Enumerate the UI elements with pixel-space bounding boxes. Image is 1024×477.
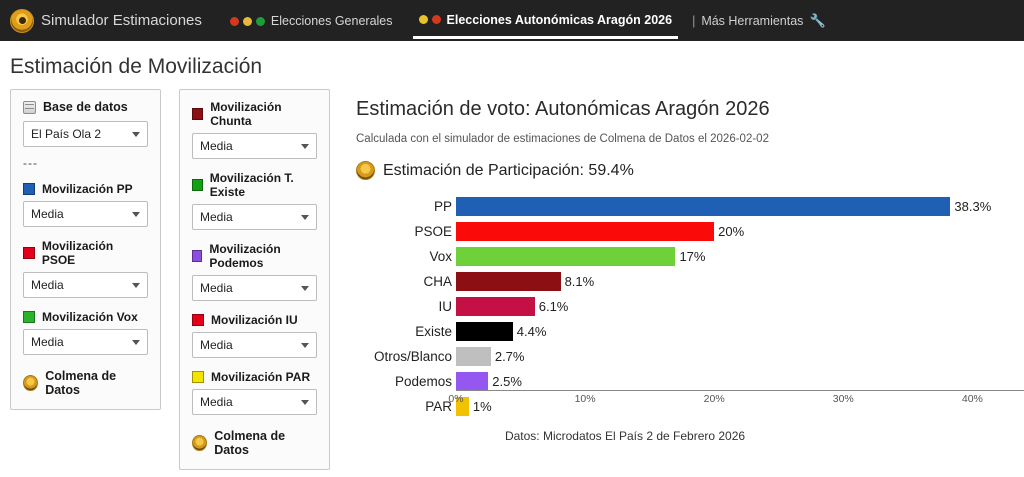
database-select-wrap	[23, 121, 148, 147]
bar-category-label: Podemos	[394, 374, 452, 389]
panel-base-de-datos	[10, 89, 161, 410]
select-wrap-podemos	[192, 275, 317, 301]
content-area	[0, 89, 1024, 470]
label-movilizacion-psoe	[23, 239, 148, 267]
label-movilizacion-pp	[23, 182, 148, 196]
color-swatch-vox	[23, 311, 35, 323]
label-movilizacion-par	[192, 370, 317, 384]
bar-track	[456, 294, 1024, 319]
bar	[456, 322, 513, 341]
label-movilizacion-iu	[192, 313, 317, 327]
app-title: Simulador Estimaciones	[41, 12, 202, 29]
panel-right-footer-label: Colmena de Datos	[214, 429, 286, 457]
select-movilizacion-chunta[interactable]: Media	[192, 133, 317, 159]
chart-x-axis	[456, 390, 1024, 391]
color-swatch-psoe	[23, 247, 35, 259]
label-movilizacion-chunta	[192, 100, 317, 128]
more-tools-menu[interactable]	[701, 13, 825, 29]
database-select[interactable]: El País Ola 2	[23, 121, 148, 147]
colmena-logo-icon	[23, 375, 38, 391]
bar-value-label: 38.3%	[954, 199, 992, 214]
chart-title: Estimación de voto: Autonómicas Aragón 2026	[356, 98, 770, 120]
label-text-iu: Movilización IU	[211, 313, 298, 327]
tab-elecciones-autonomicas-aragon-2026[interactable]	[413, 3, 679, 39]
select-wrap-pp	[23, 201, 148, 227]
bar-value-label: 6.1%	[538, 299, 569, 314]
label-movilizacion-texiste	[192, 171, 317, 199]
bar-row	[356, 269, 1024, 294]
bar-value-label: 8.1%	[564, 274, 595, 289]
color-swatch-podemos	[192, 250, 202, 262]
tab-label-autonomicas: Elecciones Autonómicas Aragón 2026	[446, 12, 673, 27]
bar-chart-rows	[356, 194, 1024, 419]
bar-category-label: Otros/Blanco	[373, 349, 452, 364]
wrench-icon: 🔧	[809, 12, 826, 28]
color-swatch-texiste	[192, 179, 203, 191]
bar	[456, 372, 488, 391]
chart-area	[356, 89, 1024, 443]
bar-row	[356, 294, 1024, 319]
select-movilizacion-podemos[interactable]: Media	[192, 275, 317, 301]
more-tools-label: Más Herramientas	[701, 13, 804, 28]
select-movilizacion-iu[interactable]: Media	[192, 332, 317, 358]
x-tick-label: 0%	[448, 393, 464, 405]
bar-value-label: 1%	[472, 399, 492, 414]
bar-value-label: 2.7%	[494, 349, 525, 364]
label-text-pp: Movilización PP	[42, 182, 133, 196]
colmena-logo-icon	[356, 161, 375, 180]
color-swatch-par	[192, 371, 204, 383]
bar-track	[456, 269, 1024, 294]
bar-track	[456, 219, 1024, 244]
panel-right-footer	[192, 429, 317, 457]
bar-category-label: PP	[433, 199, 452, 214]
app-logo-icon	[10, 9, 34, 33]
bar-category-label: PSOE	[414, 224, 452, 239]
colmena-logo-icon	[192, 435, 207, 451]
bar-track	[456, 244, 1024, 269]
panel-left-footer-label: Colmena de Datos	[45, 369, 117, 397]
bar-row	[356, 319, 1024, 344]
bar-category-label: Existe	[415, 324, 452, 339]
color-swatch-pp	[23, 183, 35, 195]
bar	[456, 297, 535, 316]
label-text-par: Movilización PAR	[211, 370, 311, 384]
tab-dots-generales	[230, 17, 265, 26]
page-title: Estimación de Movilización	[10, 55, 263, 78]
panel-left-footer	[23, 369, 148, 397]
select-wrap-psoe	[23, 272, 148, 298]
database-icon	[23, 101, 36, 114]
bar-value-label: 20%	[718, 224, 745, 239]
bar-category-label: IU	[438, 299, 452, 314]
bar	[456, 197, 950, 216]
bar-value-label: 4.4%	[516, 324, 547, 339]
x-tick-label: 10%	[574, 393, 596, 405]
color-swatch-iu	[192, 314, 204, 326]
select-movilizacion-psoe[interactable]: Media	[23, 272, 148, 298]
chart-subtitle: Calculada con el simulador de estimaciones de Colmena de Datos el 2026-02-02	[356, 133, 769, 145]
label-text-podemos: Movilización Podemos	[209, 242, 281, 270]
tab-label-generales: Elecciones Generales	[270, 14, 393, 28]
tab-elecciones-generales[interactable]	[224, 4, 399, 37]
chart-x-ticks	[448, 393, 1024, 407]
brand[interactable]	[10, 9, 202, 33]
label-text-texiste: Movilización T. Existe	[209, 171, 294, 199]
chart-footnote: Datos: Microdatos El País 2 de Febrero 2026	[504, 429, 746, 443]
select-wrap-iu	[192, 332, 317, 358]
select-movilizacion-par[interactable]: Media	[192, 389, 317, 415]
label-text-chunta: Movilización Chunta	[210, 100, 282, 128]
bar-track	[456, 194, 1024, 219]
bar-row	[356, 244, 1024, 269]
label-movilizacion-podemos	[192, 242, 317, 270]
bar-chart	[356, 194, 1024, 414]
select-movilizacion-pp[interactable]: Media	[23, 201, 148, 227]
select-movilizacion-texiste[interactable]: Media	[192, 204, 317, 230]
panel-movilizacion-otros	[179, 89, 330, 470]
label-movilizacion-vox	[23, 310, 148, 324]
bar-row	[356, 344, 1024, 369]
select-wrap-chunta	[192, 133, 317, 159]
x-tick-label: 30%	[832, 393, 854, 405]
select-movilizacion-vox[interactable]: Media	[23, 329, 148, 355]
panel-left-header-label: Base de datos	[43, 100, 128, 114]
participation-text: Estimación de Participación: 59.4%	[383, 161, 634, 179]
panel-left-header	[23, 100, 148, 114]
bar	[456, 222, 714, 241]
tab-dots-autonomicas	[419, 15, 441, 24]
label-text-vox: Movilización Vox	[42, 310, 138, 324]
bar-category-label: Vox	[429, 249, 452, 264]
select-wrap-texiste	[192, 204, 317, 230]
bar-category-label: CHA	[423, 274, 452, 289]
select-wrap-par	[192, 389, 317, 415]
bar-row	[356, 194, 1024, 219]
color-swatch-chunta	[192, 108, 203, 120]
bar-track	[456, 344, 1024, 369]
nav-divider: |	[692, 13, 696, 28]
bar-value-label: 2.5%	[492, 374, 522, 389]
participation-estimate	[356, 161, 1024, 180]
bar-track	[456, 319, 1024, 344]
bar-category-label: PAR	[425, 399, 452, 414]
bar-row	[356, 219, 1024, 244]
top-navigation-bar	[0, 0, 1024, 41]
x-tick-label: 40%	[961, 393, 983, 405]
panel-left-separator: ---	[23, 156, 38, 170]
bar	[456, 272, 561, 291]
bar	[456, 347, 491, 366]
page-body	[0, 55, 1024, 477]
bar-value-label: 17%	[679, 249, 706, 264]
x-tick-label: 20%	[703, 393, 725, 405]
label-text-psoe: Movilización PSOE	[41, 239, 114, 267]
select-wrap-vox	[23, 329, 148, 355]
bar	[456, 247, 675, 266]
